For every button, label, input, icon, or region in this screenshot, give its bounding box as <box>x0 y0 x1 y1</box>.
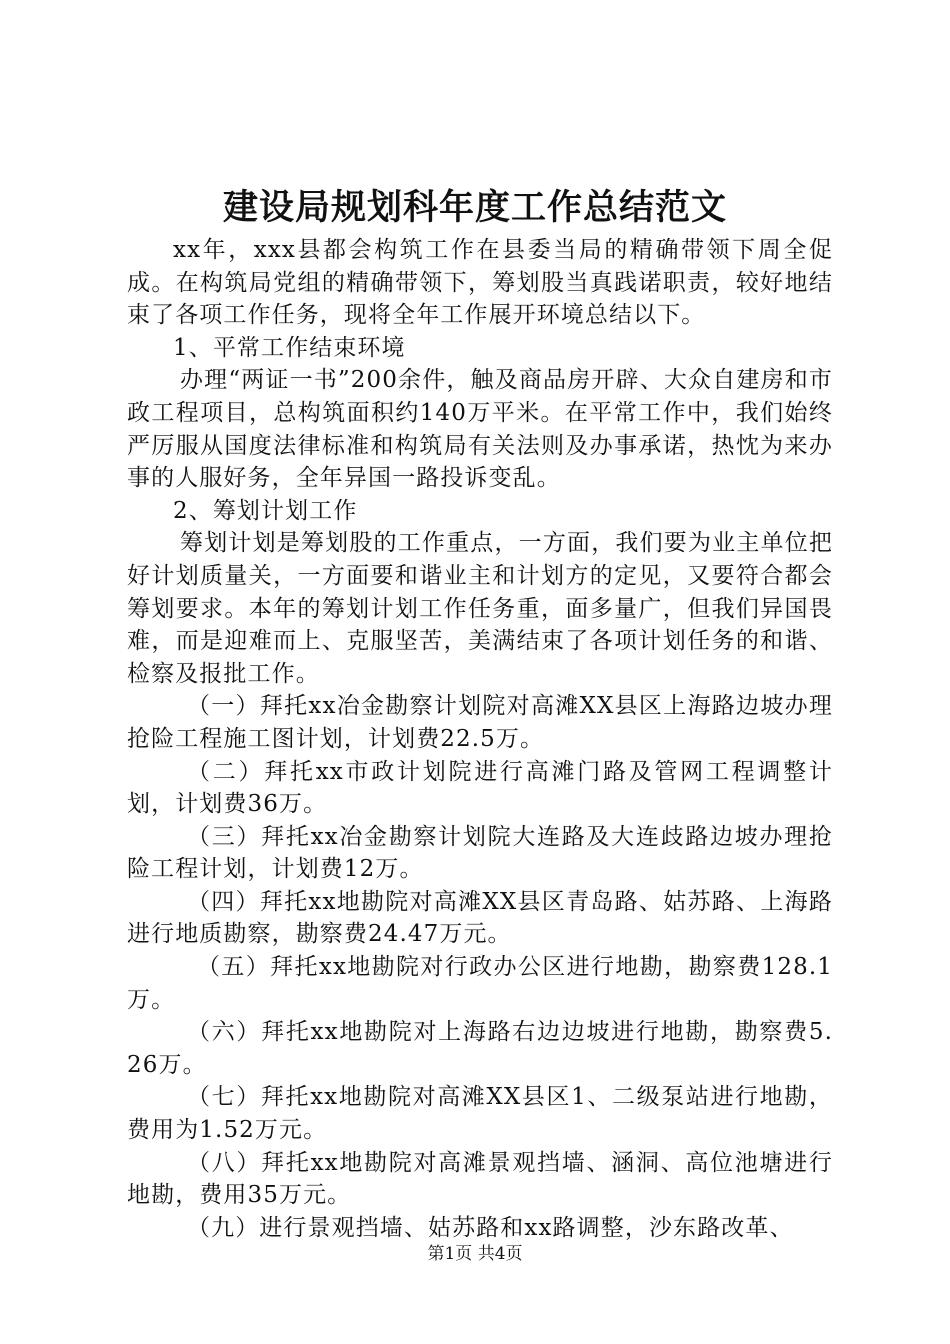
document-body <box>127 234 833 1244</box>
list-item: （五）拜托xx地勘院对行政办公区进行地勘，勘察费128.1万。 <box>127 954 833 1013</box>
paragraph-intro: xx年，xxx县都会构筑工作在县委当局的精确带领下周全促成。在构筑局党组的精确带领下，筹划股当真践诺职责，较好地结束了各项工作任务，现将全年工作展开环境总结以下。 <box>127 237 833 329</box>
list-item: （九）进行景观挡墙、姑苏路和xx路调整，沙东路改革、 <box>187 1214 794 1241</box>
section-heading-2: 2、筹划计划工作 <box>173 497 358 524</box>
list-item: （六）拜托xx地勘院对上海路右边边坡进行地勘，勘察费5.26万。 <box>127 1019 833 1078</box>
page-number: 第1页 共4页 <box>427 1244 523 1264</box>
document-title: 建设局规划科年度工作总结范文 <box>222 187 727 228</box>
list-item: （三）拜托xx冶金勘察计划院大连路及大连歧路边坡办理抢险工程计划，计划费12万。 <box>127 823 833 883</box>
paragraph-daily-work: 办理“两证一书”200余件，触及商品房开辟、大众自建房和市政工程项目，总构筑面积约140万平米。在平常工作中，我们始终严厉服从国度法律标准和构筑局有关法则及办事承诺，热忱为来办事的人服好务，全年异国一路投诉变乱。 <box>127 367 833 492</box>
list-item: （八）拜托xx地勘院对高滩景观挡墙、涵洞、高位池塘进行地勘，费用35万元。 <box>127 1149 833 1209</box>
list-item: （七）拜托xx地勘院对高滩XX县区1、二级泵站进行地勘，费用为1.52万元。 <box>127 1084 833 1144</box>
paragraph-planning: 筹划计划是筹划股的工作重点，一方面，我们要为业主单位把好计划质量关，一方面要和谐业主和计划方的定见，又要符合都会筹划要求。本年的筹划计划工作任务重，面多量广，但我们异国畏难，而是迎难而上、克服坚苦，美满结束了各项计划任务的和谐、检察及报批工作。 <box>127 530 833 687</box>
list-item: （四）拜托xx地勘院对高滩XX县区青岛路、姑苏路、上海路进行地质勘察，勘察费24.47万元。 <box>127 888 833 948</box>
list-item: （一）拜托xx冶金勘察计划院对高滩XX县区上海路边坡办理抢险工程施工图计划，计划费22.5万。 <box>127 693 833 752</box>
list-item: （二）拜托xx市政计划院进行高滩门路及管网工程调整计划，计划费36万。 <box>127 758 833 818</box>
section-heading-1: 1、平常工作结束环境 <box>173 334 406 361</box>
